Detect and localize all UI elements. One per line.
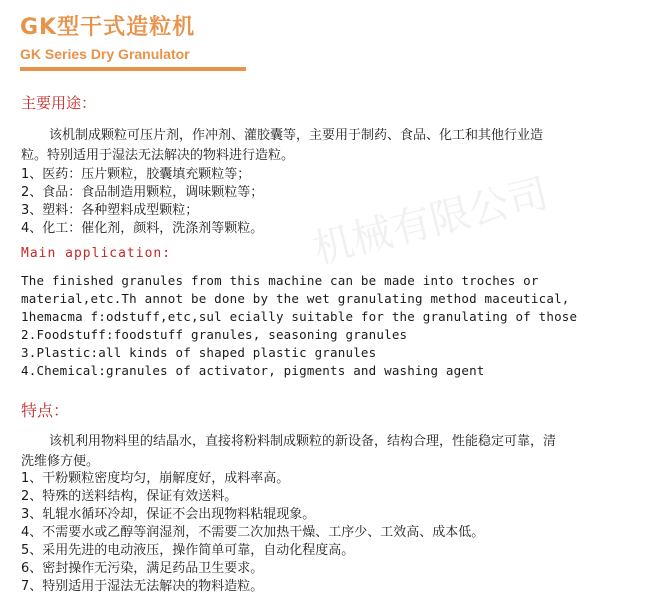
list-item: 2、特殊的送料结构，保证有效送料。 bbox=[21, 489, 238, 504]
list-item: 3、轧辊水循环冷却，保证不会出现物料粘辊现象。 bbox=[21, 507, 316, 522]
main-use-list bbox=[21, 166, 651, 238]
main-use-heading: 主要用途： bbox=[21, 94, 97, 112]
text-line: material,etc.Th annot be done by the wet granulating method maceutical, bbox=[21, 291, 570, 306]
text-line: 1hemacma f:odstuff,etc,sul ecially suitable for the granulating of those bbox=[21, 309, 578, 324]
features-intro bbox=[21, 432, 651, 472]
list-item: 3、塑料：各种塑料成型颗粒； bbox=[21, 203, 199, 218]
main-application-heading: Main application: bbox=[21, 246, 172, 261]
list-item: 1、干粉颗粒密度均匀，崩解度好，成料率高。 bbox=[21, 471, 290, 486]
features-list bbox=[21, 470, 651, 596]
list-item: 4、不需要水或乙醇等润湿剂，不需要二次加热干燥、工序少、工效高、成本低。 bbox=[21, 525, 485, 540]
main-use-intro bbox=[21, 126, 651, 166]
list-item: 1、医药：压片颗粒，胶囊填充颗粒等； bbox=[21, 167, 251, 182]
list-item: 6、密封操作无污染，满足药品卫生要求。 bbox=[21, 561, 264, 576]
main-use-intro-line2: 粒。特别适用于湿法无法解决的物料进行造粒。 bbox=[21, 148, 295, 163]
list-item: 7、特别适用于湿法无法解决的物料造粒。 bbox=[21, 579, 264, 594]
title-underline bbox=[20, 67, 246, 71]
page-subtitle: GK Series Dry Granulator bbox=[20, 46, 190, 62]
watermark-text: 机械有限公司 bbox=[308, 170, 553, 274]
list-item: 5、采用先进的电动液压，操作简单可靠，自动化程度高。 bbox=[21, 543, 355, 558]
main-use-intro-line1: 该机制成颗粒可压片剂，作冲剂、灌胶囊等，主要用于制药、食品、化工和其他行业造 bbox=[49, 128, 544, 143]
main-application-text bbox=[21, 272, 661, 380]
text-line: 4.Chemical:granules of activator, pigments and washing agent bbox=[21, 363, 485, 378]
page-title: GK型干式造粒机 bbox=[20, 15, 196, 40]
list-item: 4、化工：催化剂，颜料，洗涤剂等颗粒。 bbox=[21, 221, 264, 236]
features-intro-line1: 该机利用物料里的结晶水，直接将粉料制成颗粒的新设备，结构合理，性能稳定可靠，清 bbox=[49, 434, 557, 449]
text-line: 2.Foodstuff:foodstuff granules, seasoning granules bbox=[21, 327, 408, 342]
features-heading: 特点： bbox=[21, 401, 70, 420]
text-line: 3.Plastic:all kinds of shaped plastic granules bbox=[21, 345, 377, 360]
text-line: The finished granules from this machine can be made into troches or bbox=[21, 273, 539, 288]
list-item: 2、食品：食品制造用颗粒，调味颗粒等； bbox=[21, 185, 264, 200]
features-intro-line2: 洗维修方便。 bbox=[21, 454, 100, 469]
